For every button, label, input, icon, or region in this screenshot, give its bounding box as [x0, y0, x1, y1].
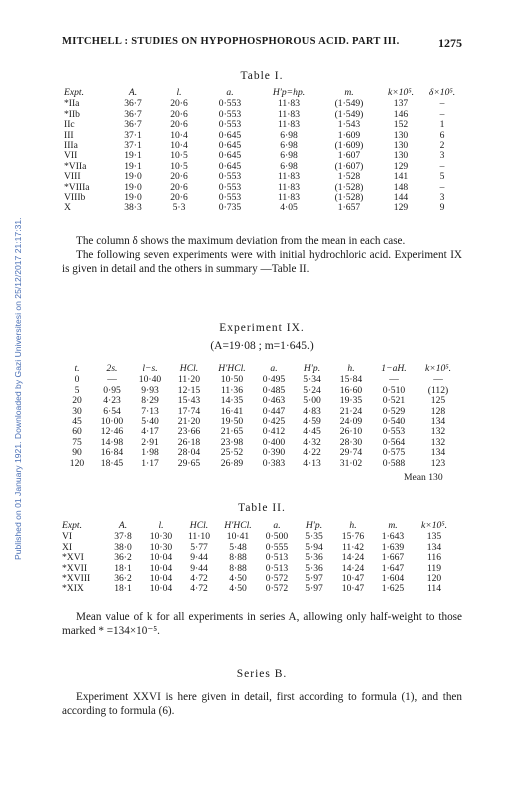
table-cell: 10·4 — [170, 140, 188, 152]
table-cell: 125 — [430, 395, 446, 407]
table-cell: 4·23 — [103, 395, 121, 407]
table-cell: 1·17 — [141, 457, 159, 469]
table-cell: 20·6 — [170, 119, 188, 131]
column-header: H′HCl. — [224, 520, 252, 531]
table-row — [64, 203, 460, 213]
table-cell: 19·0 — [124, 181, 142, 193]
table-cell: 20·6 — [170, 171, 188, 183]
table-cell: *VIIIa — [64, 181, 90, 193]
table-cell: – — [439, 181, 445, 193]
table-cell: 4·17 — [141, 426, 159, 438]
table-cell: 6·98 — [280, 129, 298, 141]
table-cell: 0·400 — [262, 436, 286, 448]
table-cell: 120 — [426, 573, 442, 585]
table-cell: *XVI — [62, 552, 84, 564]
table-cell: 11·83 — [277, 119, 301, 131]
table-cell: 1·667 — [381, 552, 405, 564]
table-cell: *IIb — [64, 108, 80, 120]
table-cell: 0·553 — [382, 426, 406, 438]
column-header: k×10⁵. — [387, 87, 415, 98]
table-cell: 9·93 — [141, 384, 159, 396]
table-cell: 19·50 — [220, 416, 244, 428]
table-cell: 120 — [69, 457, 85, 469]
table-cell: 10·04 — [149, 562, 173, 574]
table-cell: 1 — [439, 119, 445, 131]
table-cell: 3 — [439, 192, 445, 204]
table-cell: 19·1 — [124, 150, 142, 162]
table-cell: 12·15 — [177, 384, 201, 396]
table-row — [62, 584, 456, 594]
table-cell: 26·10 — [339, 426, 363, 438]
table-cell: 6·54 — [103, 405, 121, 417]
table-cell: 1·639 — [381, 541, 405, 553]
table-cell: 36·2 — [114, 552, 132, 564]
table-cell: 2·91 — [141, 436, 159, 448]
table-cell: 6·98 — [280, 140, 298, 152]
table-cell: 26·18 — [177, 436, 201, 448]
table-cell: 4·59 — [303, 416, 321, 428]
table-cell: 141 — [393, 171, 409, 183]
table-cell: 0·529 — [382, 405, 406, 417]
table-cell: — — [433, 374, 443, 386]
table-cell: 11·36 — [220, 384, 244, 396]
table-cell: 15·76 — [341, 531, 365, 543]
table-cell: 4·45 — [303, 426, 321, 438]
table-cell: 3 — [439, 150, 445, 162]
table-cell: 10·47 — [341, 573, 365, 585]
column-header: l. — [158, 520, 164, 531]
table-cell: *IIa — [64, 98, 80, 110]
column-header: H′HCl. — [218, 363, 246, 374]
table-cell: 17·74 — [177, 405, 201, 417]
table-cell: 0·645 — [218, 160, 242, 172]
table-cell: 5·00 — [303, 395, 321, 407]
table-cell: 14·24 — [341, 552, 365, 564]
table-cell: VIIIb — [64, 192, 86, 204]
table-cell: 75 — [72, 436, 82, 448]
table-cell: *XIX — [62, 583, 84, 595]
table-cell: 10·5 — [170, 160, 188, 172]
table-cell: (1·607) — [334, 160, 364, 172]
table-cell: 7·13 — [141, 405, 159, 417]
table-cell: 10·04 — [149, 552, 173, 564]
table-cell: 0·500 — [265, 531, 289, 543]
paragraph-mean-value — [62, 610, 462, 638]
table-cell: (1·528) — [334, 192, 364, 204]
table-cell: 25·52 — [220, 447, 244, 459]
table-cell: 38·0 — [114, 541, 132, 553]
table-cell: 135 — [426, 531, 442, 543]
table-cell: 0·540 — [382, 416, 406, 428]
table-cell: 4·22 — [303, 447, 321, 459]
table-cell: 146 — [393, 108, 409, 120]
table-cell: 0·564 — [382, 436, 406, 448]
table-cell: 5 — [74, 384, 80, 396]
column-header: 1−aH. — [381, 363, 407, 374]
table-cell: (1·549) — [334, 108, 364, 120]
table-cell: 14·24 — [341, 562, 365, 574]
table-cell: 20·6 — [170, 181, 188, 193]
table-cell: 116 — [426, 552, 442, 564]
table-cell: 10·4 — [170, 129, 188, 141]
table-cell: 1·609 — [337, 129, 361, 141]
table-cell: 119 — [426, 562, 442, 574]
table-cell: – — [439, 108, 445, 120]
table-cell: 5·3 — [172, 202, 186, 214]
table-cell: 5·35 — [305, 531, 323, 543]
table-cell: 1·657 — [337, 202, 361, 214]
table-cell: 4·83 — [303, 405, 321, 417]
table-cell: (1·609) — [334, 140, 364, 152]
table-cell: (1·528) — [334, 181, 364, 193]
table-header-row — [62, 364, 460, 375]
paragraph-experiment-26-text: Experiment XXVI is here given in detail, first according to formula (1), and then according to formula (6). — [62, 691, 462, 717]
table-cell: 37·1 — [124, 129, 142, 141]
table-cell: 15·43 — [177, 395, 201, 407]
table-cell: 5·94 — [305, 541, 323, 553]
table-cell: 10·30 — [149, 531, 173, 543]
column-header: HCl. — [179, 363, 199, 374]
table-cell: 148 — [393, 181, 409, 193]
table-cell: 134 — [426, 541, 442, 553]
table-cell: 16·41 — [220, 405, 244, 417]
table-cell: 130 — [393, 140, 409, 152]
table-cell: 0·575 — [382, 447, 406, 459]
table-cell: 1·543 — [337, 119, 361, 131]
column-header: l. — [176, 87, 182, 98]
table-cell: 38·3 — [124, 202, 142, 214]
table-cell: (112) — [427, 384, 449, 396]
table-cell: 45 — [72, 416, 82, 428]
column-header: 2s. — [106, 363, 118, 374]
table-cell: 1·643 — [381, 531, 405, 543]
table-cell: 1·98 — [141, 447, 159, 459]
table-cell: 10·40 — [138, 374, 162, 386]
paragraph-experiment-26 — [62, 690, 462, 718]
table-cell: 6 — [439, 129, 445, 141]
table-cell: (1·549) — [334, 98, 364, 110]
table-cell: 0·553 — [218, 181, 242, 193]
table-cell: 9 — [439, 202, 445, 214]
table-cell: 0·412 — [262, 426, 286, 438]
table-cell: 129 — [393, 202, 409, 214]
table-cell: 20·6 — [170, 108, 188, 120]
table-cell: 1·625 — [381, 583, 405, 595]
table-cell: 0·553 — [218, 108, 242, 120]
table-cell: 5·48 — [229, 541, 247, 553]
table-cell: 10·04 — [149, 573, 173, 585]
table-cell: 1·647 — [381, 562, 405, 574]
table-cell: 0·555 — [265, 541, 289, 553]
table-cell: 21·65 — [220, 426, 244, 438]
table-cell: 23·98 — [220, 436, 244, 448]
table-cell: 11·83 — [277, 171, 301, 183]
column-header: A. — [128, 87, 138, 98]
table-cell: 11·20 — [177, 374, 201, 386]
running-head-title: MITCHELL : STUDIES ON HYPOPHOSPHOROUS ACID. PART III. — [62, 36, 400, 47]
table-cell: 10·5 — [170, 150, 188, 162]
table-cell: 4·13 — [303, 457, 321, 469]
column-header: H′p. — [303, 363, 321, 374]
table-cell: 5·34 — [303, 374, 321, 386]
table-cell: 28·04 — [177, 447, 201, 459]
table-cell: 8·88 — [229, 552, 247, 564]
table-cell: 0·553 — [218, 192, 242, 204]
table-cell: 5·36 — [305, 562, 323, 574]
table-cell: 2 — [439, 140, 445, 152]
table-cell: 4·50 — [229, 583, 247, 595]
table-cell: 0·572 — [265, 583, 289, 595]
table-cell: 0·645 — [218, 150, 242, 162]
column-header: HCl. — [189, 520, 209, 531]
table-cell: 10·50 — [220, 374, 244, 386]
running-head — [62, 36, 462, 51]
table-cell: 31·02 — [339, 457, 363, 469]
table-cell: 123 — [430, 457, 446, 469]
table-cell: 19·0 — [124, 192, 142, 204]
table2-title: Table II. — [238, 502, 286, 514]
table-cell: 114 — [426, 583, 442, 595]
table-cell: 0·513 — [265, 552, 289, 564]
table-cell: 36·7 — [124, 108, 142, 120]
table-cell: XI — [62, 541, 73, 553]
table-cell: 0·513 — [265, 562, 289, 574]
table-cell: 6·98 — [280, 150, 298, 162]
paragraph-delta-text: The column δ shows the maximum deviation from the mean in each case. — [76, 235, 406, 247]
column-header: h. — [349, 520, 357, 531]
table-cell: 1·604 — [381, 573, 405, 585]
table-cell: 130 — [393, 129, 409, 141]
experiment-9-table — [62, 364, 460, 469]
table-cell: 10·30 — [149, 541, 173, 553]
table-cell: 11·83 — [277, 98, 301, 110]
table-cell: 20·6 — [170, 192, 188, 204]
table-cell: 0 — [74, 374, 80, 386]
table-cell: 4·05 — [280, 202, 298, 214]
table-cell: – — [439, 160, 445, 172]
table-cell: 10·00 — [100, 416, 124, 428]
table-cell: 6·98 — [280, 160, 298, 172]
table-cell: X — [64, 202, 71, 214]
column-header: A. — [118, 520, 128, 531]
table-cell: 1·607 — [337, 150, 361, 162]
table-cell: 0·510 — [382, 384, 406, 396]
table-1 — [64, 88, 460, 214]
table-cell: 4·50 — [229, 573, 247, 585]
table-cell: 21·24 — [339, 405, 363, 417]
column-header: δ×10⁵. — [428, 87, 456, 98]
table-cell: 132 — [430, 426, 446, 438]
table-cell: 26·89 — [220, 457, 244, 469]
table-cell: 19·1 — [124, 160, 142, 172]
table-cell: 5·97 — [305, 583, 323, 595]
table-cell: 36·7 — [124, 119, 142, 131]
experiment-9-mean: Mean 130 — [404, 472, 443, 483]
table-cell: 0·390 — [262, 447, 286, 459]
table-cell: IIc — [64, 119, 75, 131]
table-cell: *XVII — [62, 562, 88, 574]
table-cell: 152 — [393, 119, 409, 131]
table-cell: *VIIa — [64, 160, 87, 172]
table-cell: — — [107, 374, 117, 386]
column-header: a. — [270, 363, 278, 374]
table-cell: 30 — [72, 405, 82, 417]
table-cell: 21·20 — [177, 416, 201, 428]
table-cell: 0·495 — [262, 374, 286, 386]
table-cell: 5·36 — [305, 552, 323, 564]
table-cell: 14·35 — [220, 395, 244, 407]
column-header: Expt. — [64, 87, 84, 98]
table-cell: 8·88 — [229, 562, 247, 574]
table-cell: – — [439, 98, 445, 110]
table-cell: 36·2 — [114, 573, 132, 585]
table1-title: Table I. — [240, 70, 284, 82]
table-cell: 29·74 — [339, 447, 363, 459]
column-header: m. — [388, 520, 398, 531]
table-cell: VI — [62, 531, 73, 543]
table-cell: 28·30 — [339, 436, 363, 448]
table-cell: 18·1 — [114, 583, 132, 595]
table-cell: III — [64, 129, 74, 141]
table-cell: 20 — [72, 395, 82, 407]
table-cell: 0·645 — [218, 129, 242, 141]
download-side-note — [2, 130, 23, 560]
table-cell: 0·463 — [262, 395, 286, 407]
table-row — [62, 459, 460, 469]
table-cell: 1·528 — [337, 171, 361, 183]
table-cell: 134 — [430, 416, 446, 428]
table-cell: 128 — [430, 405, 446, 417]
table-cell: 0·735 — [218, 202, 242, 214]
table-cell: 14·98 — [100, 436, 124, 448]
table-cell: VII — [64, 150, 78, 162]
table-cell: 18·1 — [114, 562, 132, 574]
table-cell: 9·44 — [190, 562, 208, 574]
table-cell: 4·72 — [190, 573, 208, 585]
table-cell: 16·84 — [100, 447, 124, 459]
experiment-9-subtitle: (A=19·08 ; m=1·645.) — [210, 340, 314, 352]
table-cell: 0·521 — [382, 395, 406, 407]
side-note-text: Published on 01 January 1921. Downloaded by Gazi Universitesi on 25/12/2017 21:17:31. — [13, 217, 23, 560]
table-cell: 16·60 — [339, 384, 363, 396]
table-cell: 134 — [430, 447, 446, 459]
column-header: m. — [344, 87, 354, 98]
table-cell: 0·588 — [382, 457, 406, 469]
table-cell: 19·35 — [339, 395, 363, 407]
table-cell: 37·8 — [114, 531, 132, 543]
table-cell: 11·42 — [341, 541, 365, 553]
table-cell: 29·65 — [177, 457, 201, 469]
column-header: k×10⁵. — [420, 520, 448, 531]
table-cell: 5·97 — [305, 573, 323, 585]
table-cell: 0·485 — [262, 384, 286, 396]
table-cell: 19·0 — [124, 171, 142, 183]
paragraph-following-text: The following seven experiments were with initial hydrochloric acid. Experiment IX is given in detail and the others in summary —Table II. — [62, 249, 462, 275]
table-cell: 132 — [430, 436, 446, 448]
table-cell: 0·553 — [218, 98, 242, 110]
table-cell: 11·83 — [277, 108, 301, 120]
paragraph-mean-value-text: Mean value of k for all experiments in series A, allowing only half-weight to those marked * =134×10⁻⁵. — [62, 611, 462, 637]
table-cell: 0·572 — [265, 573, 289, 585]
column-header: H′p=hp. — [272, 87, 306, 98]
table-cell: 0·645 — [218, 140, 242, 152]
table-cell: 4·32 — [303, 436, 321, 448]
table-cell: 0·425 — [262, 416, 286, 428]
column-header: h. — [347, 363, 355, 374]
table-cell: 12·46 — [100, 426, 124, 438]
table-cell: 5·24 — [303, 384, 321, 396]
table-cell: *XVIII — [62, 573, 91, 585]
column-header: a. — [273, 520, 281, 531]
table-cell: 10·47 — [341, 583, 365, 595]
table-cell: 129 — [393, 160, 409, 172]
table-cell: 11·10 — [187, 531, 211, 543]
table-cell: 20·6 — [170, 98, 188, 110]
table-cell: 0·383 — [262, 457, 286, 469]
table-cell: 8·29 — [141, 395, 159, 407]
table-cell: 4·72 — [190, 583, 208, 595]
table-cell: 11·83 — [277, 181, 301, 193]
series-b-heading: Series B. — [236, 668, 288, 680]
table-cell: 60 — [72, 426, 82, 438]
table-cell: 10·04 — [149, 583, 173, 595]
experiment-9-title: Experiment IX. — [219, 322, 305, 334]
column-header: l−s. — [142, 363, 158, 374]
table-cell: — — [389, 374, 399, 386]
table-cell: IIIa — [64, 140, 78, 152]
table-cell: 23·66 — [177, 426, 201, 438]
table-cell: 5·40 — [141, 416, 159, 428]
paragraph-delta — [62, 234, 462, 276]
table-cell: 24·09 — [339, 416, 363, 428]
table-cell: 130 — [393, 150, 409, 162]
column-header: k×10⁵. — [424, 363, 452, 374]
column-header: t. — [74, 363, 80, 374]
table-cell: 5·77 — [190, 541, 208, 553]
table-cell: 10·41 — [226, 531, 250, 543]
table-cell: 5 — [439, 171, 445, 183]
table-cell: 0·553 — [218, 171, 242, 183]
table-cell: 137 — [393, 98, 409, 110]
table-cell: 9·44 — [190, 552, 208, 564]
table-cell: 18·45 — [100, 457, 124, 469]
table-cell: 144 — [393, 192, 409, 204]
table-cell: 90 — [72, 447, 82, 459]
table-cell: 11·83 — [277, 192, 301, 204]
column-header: Expt. — [62, 520, 82, 531]
table-cell: 0·95 — [103, 384, 121, 396]
table-cell: 37·1 — [124, 140, 142, 152]
table-cell: 0·447 — [262, 405, 286, 417]
column-header: H′p. — [305, 520, 323, 531]
table-cell: VIII — [64, 171, 81, 183]
page-number: 1275 — [438, 36, 462, 50]
table-cell: 36·7 — [124, 98, 142, 110]
table-2 — [62, 521, 456, 595]
table-cell: 15·84 — [339, 374, 363, 386]
column-header: a. — [226, 87, 234, 98]
table-cell: 0·553 — [218, 119, 242, 131]
